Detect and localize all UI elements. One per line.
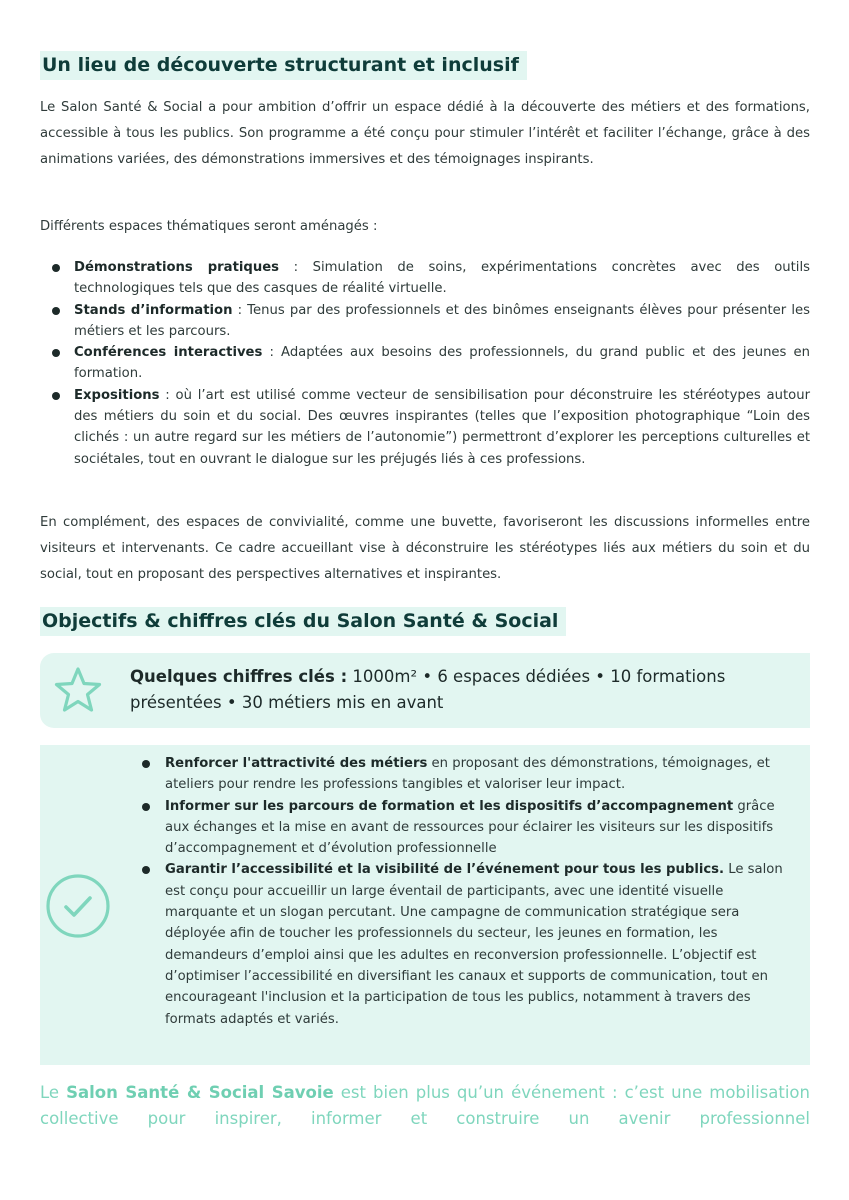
- list-item-text: : Simulation de soins, expérimentations concrètes avec des outils technologiques tels que des casques de réalité virtuelle.: [74, 260, 810, 297]
- closing-prefix: Le: [40, 1083, 67, 1102]
- list-item: [40, 257, 810, 300]
- closing-text: est bien plus qu’un événement : c’est une mobilisation collective pour inspirer, informer et construire un avenir professionnel: [40, 1083, 810, 1128]
- list-item-text: Le salon est conçu pour accueillir un large éventail de participants, avec une identité visuelle marquante et un slogan percutant. Une campagne de communication stratégique sera déployée afin de toucher les professionnels du secteur, les jeunes en formation, les demandeurs d’emploi ainsi que les adultes en reconversion professionnelle. L’objectif est d’optimiser l’accessibilité en diversifiant les canaux et supports de communication, tout en encourageant l'inclusion et la participation de tous les publics, notamment à travers des formats adaptés et variés.: [165, 862, 783, 1027]
- section-title-objectives: Objectifs & chiffres clés du Salon Santé & Social: [40, 607, 566, 636]
- bullet-icon: [142, 803, 150, 811]
- bullet-icon: [52, 264, 60, 272]
- complement-paragraph: En complément, des espaces de convivialité, comme une buvette, favoriseront les discussions informelles entre visiteurs et intervenants. Ce cadre accueillant vise à déconstruire les stéréotypes liés aux métiers du soin et du social, tout en proposant des perspectives alternatives et inspirantes.: [40, 515, 810, 582]
- list-item: [40, 385, 810, 470]
- list-item-label: Stands d’information: [74, 302, 233, 318]
- spaces-intro-paragraph: Différents espaces thématiques seront aménagés :: [40, 219, 378, 234]
- star-icon: [53, 665, 103, 719]
- list-item: [40, 342, 810, 385]
- list-item: [140, 859, 790, 1029]
- list-item: [140, 753, 790, 796]
- list-item: [40, 300, 810, 343]
- section-title-discovery: Un lieu de découverte structurant et inclusif: [40, 51, 527, 80]
- bullet-icon: [52, 307, 60, 315]
- list-item-label: Informer sur les parcours de formation et les dispositifs d’accompagnement: [165, 798, 734, 814]
- themes-list: [40, 257, 810, 470]
- bullet-icon: [52, 349, 60, 357]
- list-item-label: Expositions: [74, 387, 160, 403]
- list-item-label: Démonstrations pratiques: [74, 260, 280, 275]
- list-item-text: : où l’art est utilisé comme vecteur de sensibilisation pour déconstruire les stéréotypes autour des métiers du soin et du social. Des œuvres inspirantes (telles que l’exposition photographique “Loin des clichés : un autre regard sur les métiers de l’autonomie”) permettront d’explorer les perceptions culturelles et sociétales, tout en ouvrant le dialogue sur les préjugés liés à ces professions.: [74, 387, 810, 467]
- closing-highlight: Salon Santé & Social Savoie: [66, 1083, 334, 1102]
- key-figures-values: 1000m² • 6 espaces dédiées • 10 formations présentées • 30 métiers mis en avant: [130, 667, 726, 712]
- check-circle-icon: [44, 872, 112, 944]
- closing-statement: [40, 1080, 810, 1132]
- key-figures-text: [130, 664, 770, 716]
- list-item-label: Conférences interactives: [74, 345, 263, 361]
- objectives-list: [140, 753, 790, 1030]
- list-item-text: : Tenus par des professionnels et des binômes enseignants élèves pour présenter les métiers et les parcours.: [74, 302, 810, 339]
- list-item-text: en proposant des démonstrations, témoignages, et ateliers pour rendre les professions tangibles et valoriser leur impact.: [165, 756, 770, 793]
- key-figures-label: Quelques chiffres clés :: [130, 667, 348, 686]
- list-item-label: Garantir l’accessibilité et la visibilité de l’événement pour tous les publics.: [165, 862, 725, 878]
- list-item-text: grâce aux échanges et la mise en avant de ressources pour éclairer les visiteurs sur les dispositifs d’accompagnement et d’évolution professionnelle: [165, 798, 775, 857]
- list-item: [140, 796, 790, 860]
- list-item-label: Renforcer l'attractivité des métiers: [165, 756, 428, 771]
- list-item-text: : Adaptées aux besoins des professionnels, du grand public et des jeunes en formation.: [74, 345, 810, 382]
- bullet-icon: [142, 866, 150, 874]
- bullet-icon: [142, 760, 150, 768]
- objectives-box: [40, 745, 810, 1065]
- bullet-icon: [52, 392, 60, 400]
- intro-paragraph: Le Salon Santé & Social a pour ambition d’offrir un espace dédié à la découverte des métiers et des formations, accessible à tous les publics. Son programme a été conçu pour stimuler l’intérêt et faciliter l’échange, grâce à des animations variées, des démonstrations immersives et des témoignages inspirants.: [40, 100, 810, 167]
- key-figures-box: [40, 653, 810, 728]
